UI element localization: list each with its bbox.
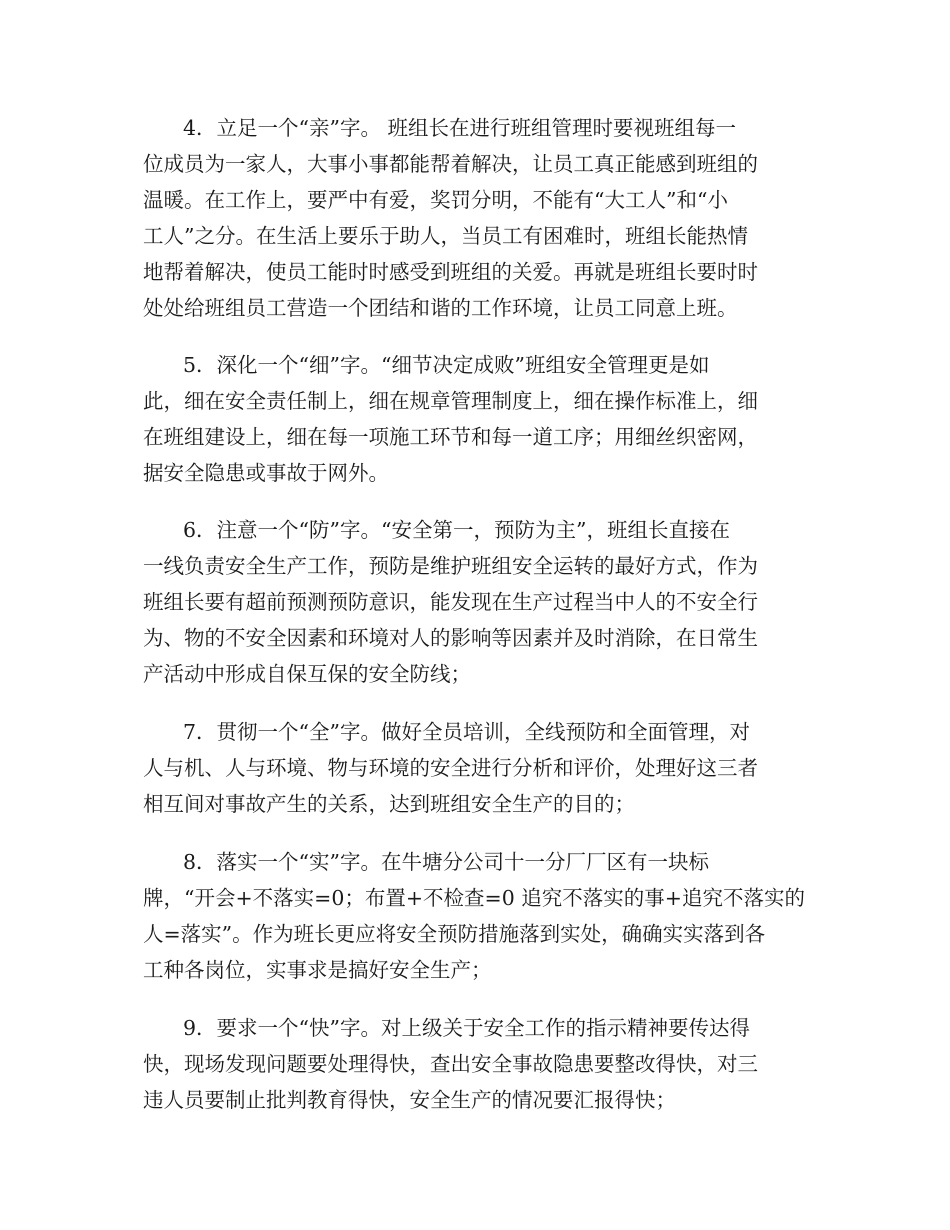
paragraph-line: 6．注意一个“防”字。“安全第一，预防为主”，班组长直接在 [183,518,730,542]
paragraph-line: 地帮着解决，使员工能时时感受到班组的关爱。再就是班组长要时时 [143,260,758,284]
paragraph-line: 班组长要有超前预测预防意识，能发现在生产过程当中人的不安全行 [143,590,758,614]
paragraph-line: 8．落实一个“实”字。在牛塘分公司十一分厂厂区有一块标 [183,850,710,874]
paragraph-line: 牌，“开会+不落实=0；布置+不检查=0 追究不落实的事+追究不落实的 [143,886,805,910]
paragraph-line: 4．立足一个“亲”字。 班组长在进行班组管理时要视班组每一 [183,116,737,140]
paragraph-line: 7．贯彻一个“全”字。做好全员培训，全线预防和全面管理，对 [183,720,751,744]
paragraph-line: 人=落实”。作为班长更应将安全预防措施落到实处，确确实实落到各 [143,922,766,946]
paragraph-line: 据安全隐患或事故于网外。 [143,461,389,485]
paragraph-line: 人与机、人与环境、物与环境的安全进行分析和评价，处理好这三者 [143,756,758,780]
paragraph-line: 一线负责安全生产工作，预防是维护班组安全运转的最好方式，作为 [143,554,758,578]
paragraph-line: 为、物的不安全因素和环境对人的影响等因素并及时消除，在日常生 [143,626,758,650]
paragraph-line: 在班组建设上，细在每一项施工环节和每一道工序；用细丝织密网， [143,425,758,449]
paragraph-line: 产活动中形成自保互保的安全防线； [143,662,471,686]
paragraph-line: 位成员为一家人，大事小事都能帮着解决，让员工真正能感到班组的 [143,152,758,176]
paragraph-line: 9．要求一个“快”字。对上级关于安全工作的指示精神要传达得 [183,1016,751,1040]
paragraph-line: 快，现场发现问题要处理得快，查出安全事故隐患要整改得快，对三 [143,1052,758,1076]
paragraph-line: 此，细在安全责任制上，细在规章管理制度上，细在操作标准上，细 [143,389,758,413]
paragraph-line: 相互间对事故产生的关系，达到班组安全生产的目的； [143,792,635,816]
paragraph-line: 温暖。在工作上，要严中有爱，奖罚分明，不能有“大工人”和“小 [143,188,728,212]
paragraph-line: 工种各岗位，实事求是搞好安全生产； [143,958,492,982]
paragraph-line: 处处给班组员工营造一个团结和谐的工作环境，让员工同意上班。 [143,296,738,320]
paragraph-line: 违人员要制止批判教育得快，安全生产的情况要汇报得快； [143,1088,676,1112]
paragraph-line: 工人”之分。在生活上要乐于助人，当员工有困难时，班组长能热情 [143,224,748,248]
paragraph-line: 5．深化一个“细”字。“细节决定成败”班组安全管理更是如 [183,353,710,377]
